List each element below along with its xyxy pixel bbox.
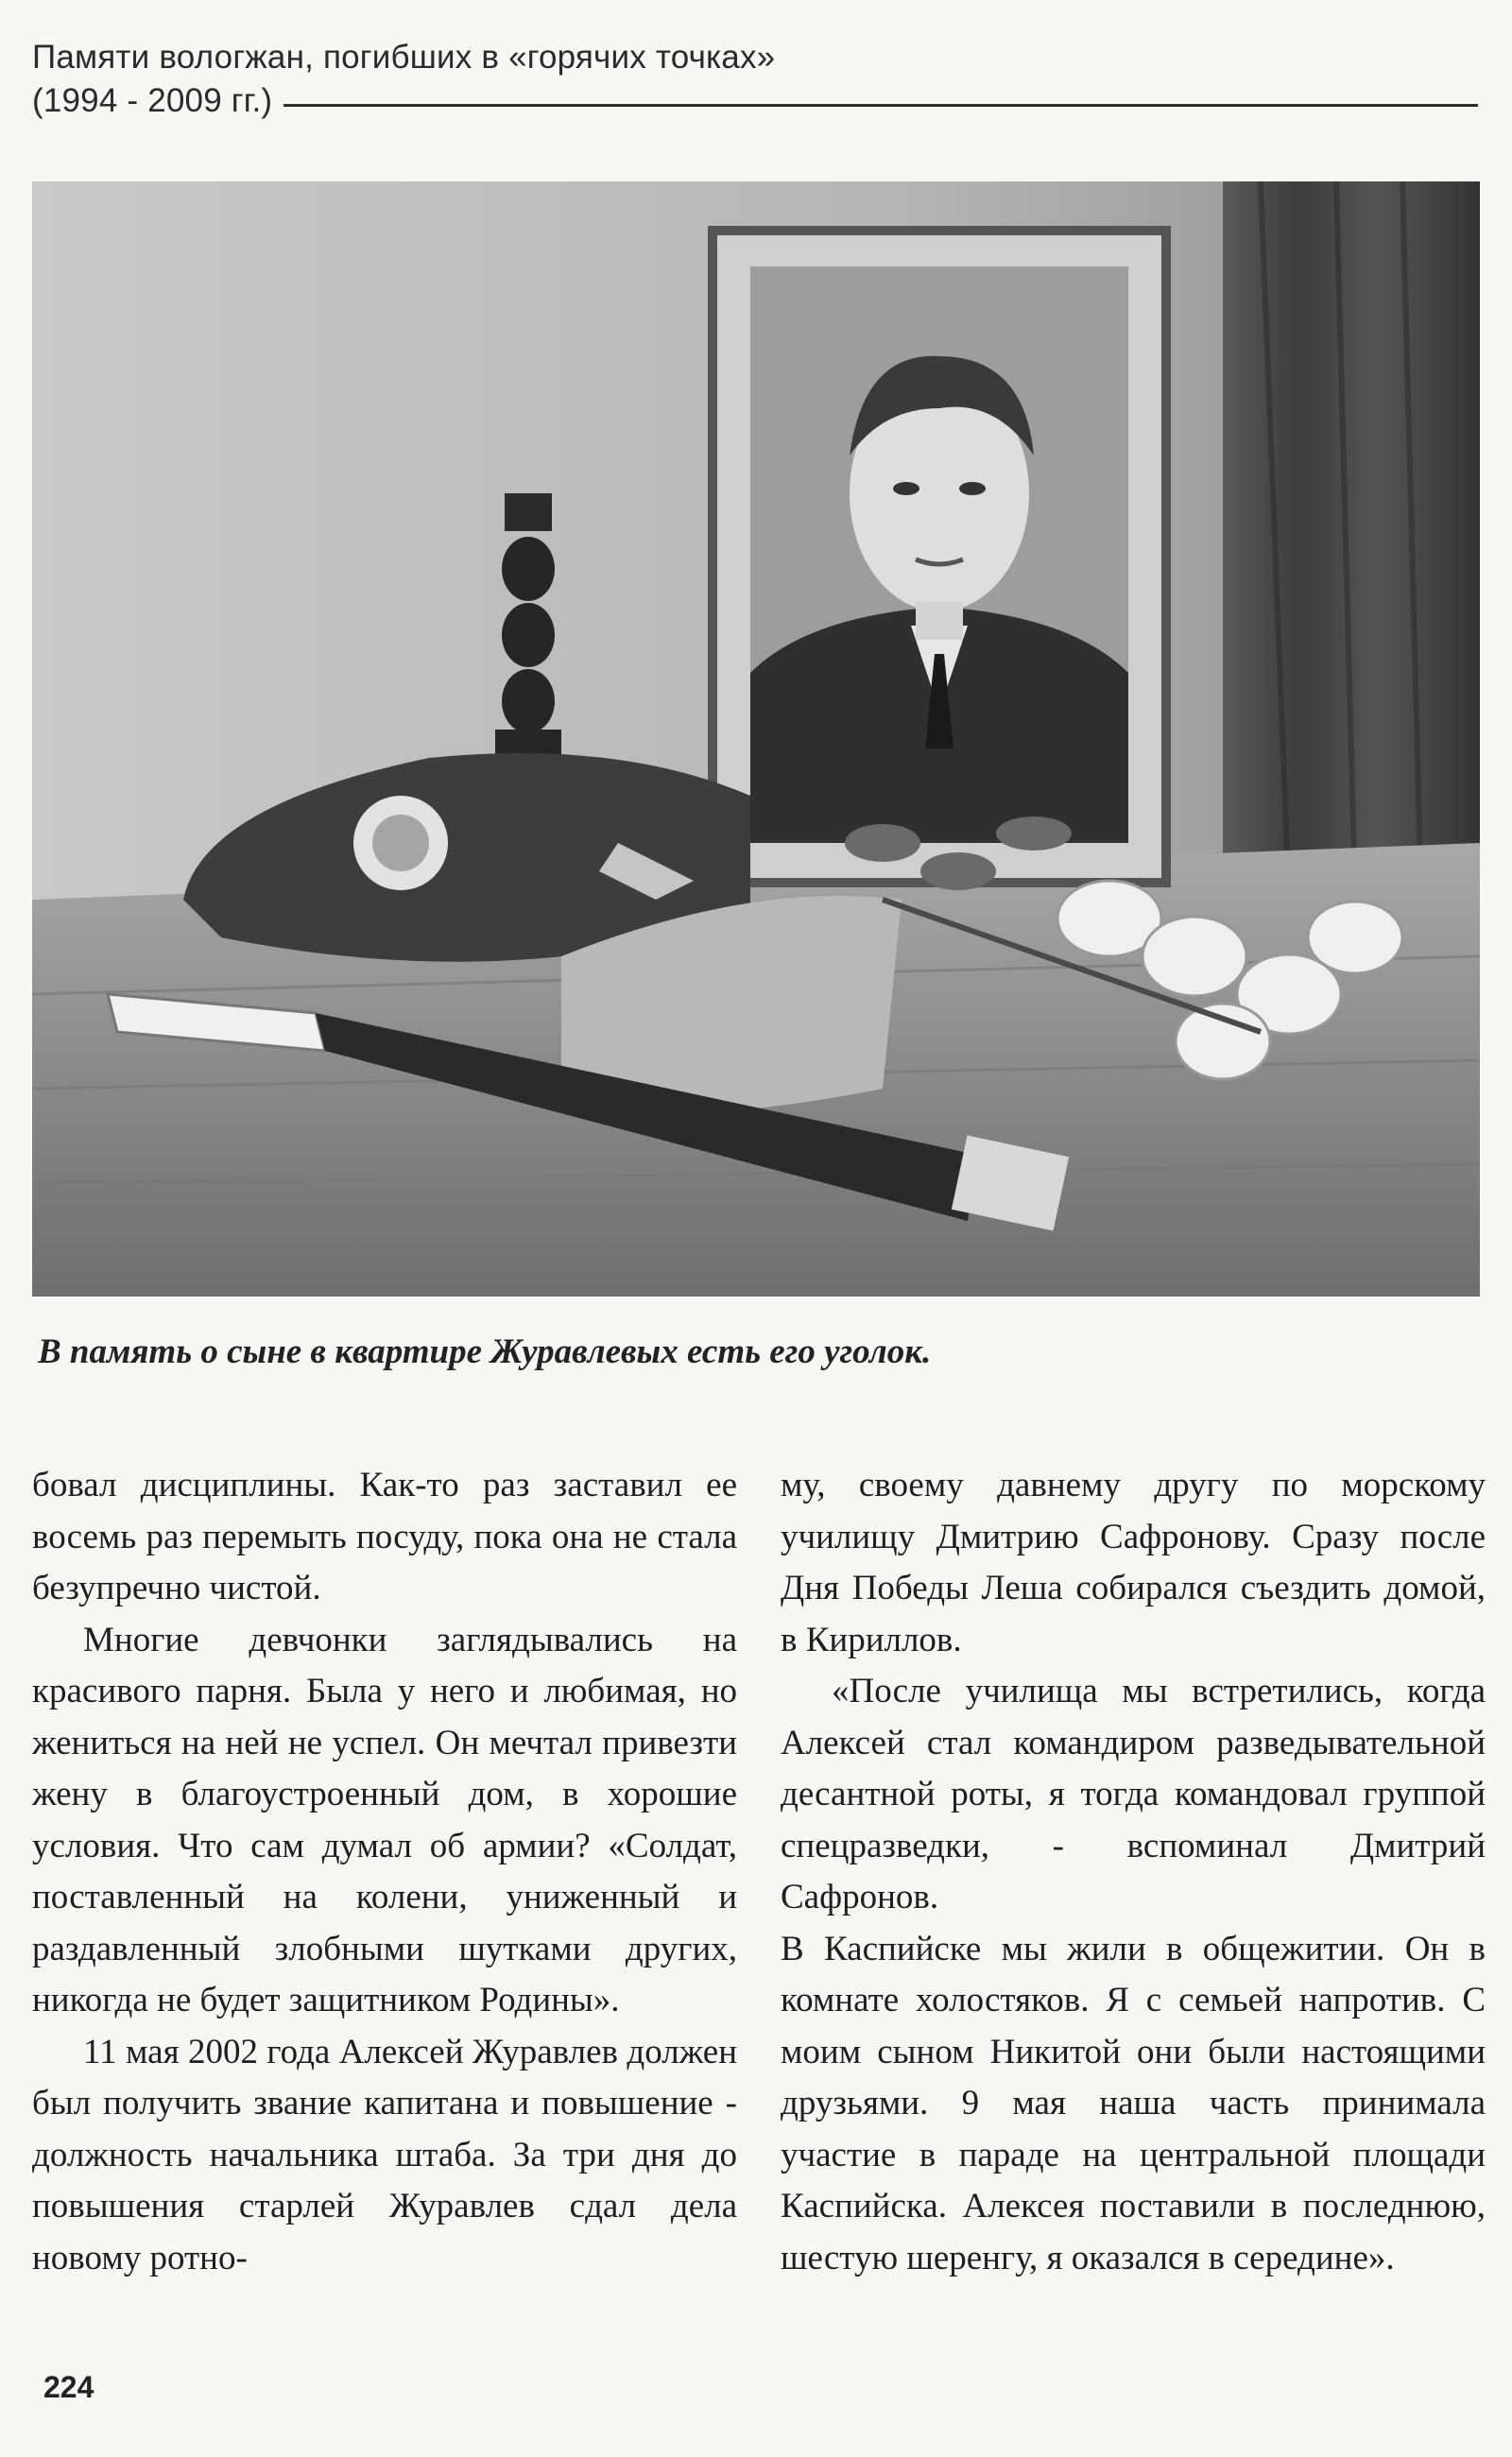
header-rule [284, 104, 1478, 107]
paragraph: му, своему давнему другу по морскому училищу Дмитрию Сафронову. Сразу после Дня Победы Леша собирался съездить домой, в Кириллов. [781, 1466, 1486, 1659]
paragraph: 11 мая 2002 года Алексей Журавлев должен был получить звание капитана и повышение - должность начальника штаба. За три дня до повышения старлей Журавлев сдал дела новому ротно- [32, 2032, 737, 2277]
memorial-photo-illustration [32, 181, 1480, 1297]
right-column [781, 1460, 1486, 2284]
header-years-row [32, 79, 1478, 123]
header-years: (1994 - 2009 гг.) [32, 82, 273, 119]
paragraph: Многие девчонки заглядывались на красивого парня. Была у него и любимая, но жениться на ней не успел. Он мечтал привезти жену в благоустроенный дом, в хорошие условия. Что сам думал об армии? «Солдат, поставленный на колени, униженный и раздавленный злобными шутками других, никогда не будет защитником Родины». [32, 1620, 737, 2019]
memorial-photo [32, 181, 1480, 1297]
paragraph: «После училища мы встретились, когда Алексей стал командиром разведывательной десантной роты, я тогда командовал группой спецразведки, - вспоминал Дмитрий Сафронов. [781, 1672, 1486, 1916]
page-number: 224 [43, 2370, 94, 2404]
paragraph: бовал дисциплины. Как-то раз заставил ее восемь раз перемыть посуду, пока она не стала безупречно чистой. [32, 1466, 737, 1607]
paragraph: В Каспийске мы жили в общежитии. Он в комнате холостяков. Я с семьей напротив. С моим сыном Никитой они были настоящими друзьями. 9 мая наша часть принимала участие в параде на центральной площади Каспийска. Алексея поставили в последнюю, шестую шеренгу, я оказался в середине». [781, 1929, 1486, 2277]
photo-caption: В память о сыне в квартире Журавлевых есть его уголок. [38, 1332, 932, 1371]
running-header [32, 36, 1478, 123]
header-title: Памяти вологжан, погибших в «горячих точках» [32, 39, 776, 76]
left-column [32, 1460, 737, 2284]
